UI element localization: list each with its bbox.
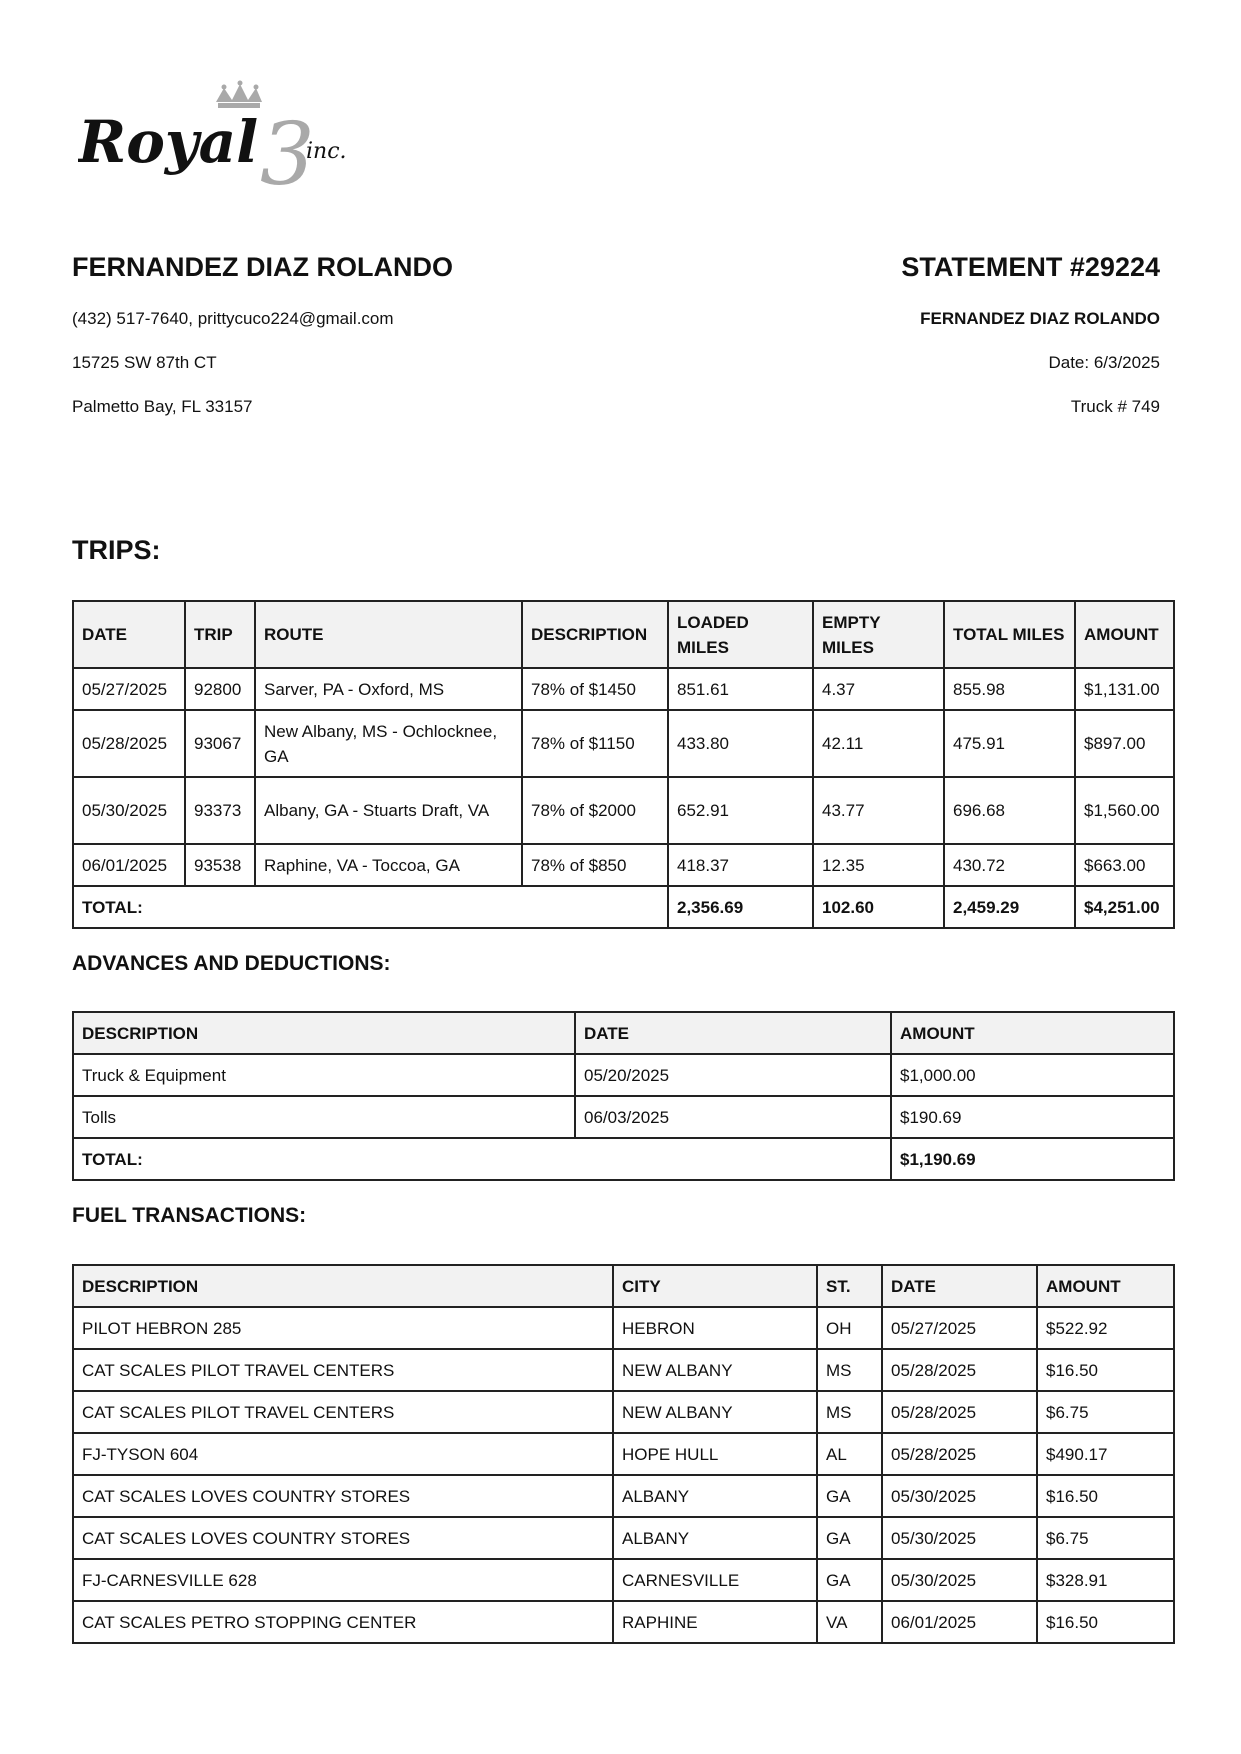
cell: OH <box>817 1307 882 1349</box>
table-row <box>73 1096 1174 1138</box>
col-header: DATE <box>575 1012 891 1054</box>
cell: $16.50 <box>1037 1475 1174 1517</box>
cell: 78% of $1450 <box>522 668 668 710</box>
cell: FJ-CARNESVILLE 628 <box>73 1559 613 1601</box>
cell: RAPHINE <box>613 1601 817 1643</box>
svg-text:Royal: Royal <box>78 108 259 176</box>
cell: CAT SCALES LOVES COUNTRY STORES <box>73 1517 613 1559</box>
total-label: TOTAL: <box>73 886 668 928</box>
trips-header-row <box>73 601 1174 668</box>
statement-title: STATEMENT #29224 <box>901 252 1160 282</box>
advances-table <box>72 1011 1175 1181</box>
col-header: TRIP <box>185 601 255 668</box>
cell: Sarver, PA - Oxford, MS <box>255 668 522 710</box>
cell: 4.37 <box>813 668 944 710</box>
col-header: DATE <box>882 1265 1037 1307</box>
table-row <box>73 1307 1174 1349</box>
statement-date: Date: 6/3/2025 <box>1048 353 1160 372</box>
advances-title: ADVANCES AND DEDUCTIONS: <box>72 952 391 975</box>
total-amount: $1,190.69 <box>891 1138 1174 1180</box>
cell: 430.72 <box>944 844 1075 886</box>
statement-driver-name: FERNANDEZ DIAZ ROLANDO <box>920 309 1160 328</box>
col-header: AMOUNT <box>891 1012 1174 1054</box>
col-header: EMPTY MILES <box>813 601 944 668</box>
driver-contact: (432) 517-7640, prittycuco224@gmail.com <box>72 309 394 328</box>
cell: HOPE HULL <box>613 1433 817 1475</box>
cell: 06/03/2025 <box>575 1096 891 1138</box>
cell: $6.75 <box>1037 1391 1174 1433</box>
fuel-table <box>72 1264 1175 1644</box>
cell: 92800 <box>185 668 255 710</box>
cell: GA <box>817 1517 882 1559</box>
cell: MS <box>817 1349 882 1391</box>
table-row <box>73 777 1174 844</box>
cell: HEBRON <box>613 1307 817 1349</box>
cell: $6.75 <box>1037 1517 1174 1559</box>
col-header: ROUTE <box>255 601 522 668</box>
table-row <box>73 1391 1174 1433</box>
driver-name: FERNANDEZ DIAZ ROLANDO <box>72 252 453 282</box>
table-row <box>73 1601 1174 1643</box>
advances-header-row <box>73 1012 1174 1054</box>
col-header: AMOUNT <box>1075 601 1174 668</box>
cell: 78% of $1150 <box>522 710 668 777</box>
cell: AL <box>817 1433 882 1475</box>
cell: CAT SCALES PETRO STOPPING CENTER <box>73 1601 613 1643</box>
cell: 93373 <box>185 777 255 844</box>
cell: ALBANY <box>613 1475 817 1517</box>
trips-title: TRIPS: <box>72 535 161 565</box>
table-row <box>73 710 1174 777</box>
cell: 05/28/2025 <box>882 1349 1037 1391</box>
col-header: AMOUNT <box>1037 1265 1174 1307</box>
col-header: DATE <box>73 601 185 668</box>
col-header: DESCRIPTION <box>73 1012 575 1054</box>
total-miles: 2,459.29 <box>944 886 1075 928</box>
table-row <box>73 1349 1174 1391</box>
cell: 05/30/2025 <box>882 1559 1037 1601</box>
svg-text:inc.: inc. <box>306 139 347 164</box>
driver-address-line2: Palmetto Bay, FL 33157 <box>72 397 253 416</box>
cell: MS <box>817 1391 882 1433</box>
table-row <box>73 1054 1174 1096</box>
cell: $1,131.00 <box>1075 668 1174 710</box>
col-header: TOTAL MILES <box>944 601 1075 668</box>
driver-address-line1: 15725 SW 87th CT <box>72 353 217 372</box>
cell: ALBANY <box>613 1517 817 1559</box>
svg-text:3: 3 <box>260 105 315 192</box>
table-row <box>73 844 1174 886</box>
col-header: ST. <box>817 1265 882 1307</box>
total-label: TOTAL: <box>73 1138 891 1180</box>
cell: 93067 <box>185 710 255 777</box>
cell: CAT SCALES LOVES COUNTRY STORES <box>73 1475 613 1517</box>
cell: 06/01/2025 <box>882 1601 1037 1643</box>
cell: $16.50 <box>1037 1601 1174 1643</box>
cell: 93538 <box>185 844 255 886</box>
trips-table <box>72 600 1175 929</box>
cell: 433.80 <box>668 710 813 777</box>
cell: 43.77 <box>813 777 944 844</box>
cell: $522.92 <box>1037 1307 1174 1349</box>
cell: GA <box>817 1475 882 1517</box>
cell: Albany, GA - Stuarts Draft, VA <box>255 777 522 844</box>
cell: 42.11 <box>813 710 944 777</box>
cell: 05/20/2025 <box>575 1054 891 1096</box>
table-row <box>73 1517 1174 1559</box>
cell: $16.50 <box>1037 1349 1174 1391</box>
cell: 475.91 <box>944 710 1075 777</box>
cell: $190.69 <box>891 1096 1174 1138</box>
company-logo <box>78 80 378 192</box>
cell: 851.61 <box>668 668 813 710</box>
cell: 78% of $2000 <box>522 777 668 844</box>
cell: 12.35 <box>813 844 944 886</box>
cell: 05/30/2025 <box>73 777 185 844</box>
crown-icon <box>78 80 378 192</box>
total-loaded-miles: 2,356.69 <box>668 886 813 928</box>
table-row <box>73 1559 1174 1601</box>
cell: Truck & Equipment <box>73 1054 575 1096</box>
cell: 696.68 <box>944 777 1075 844</box>
cell: CAT SCALES PILOT TRAVEL CENTERS <box>73 1349 613 1391</box>
cell: 05/30/2025 <box>882 1475 1037 1517</box>
col-header: DESCRIPTION <box>522 601 668 668</box>
cell: New Albany, MS - Ochlocknee, GA <box>255 710 522 777</box>
cell: $663.00 <box>1075 844 1174 886</box>
cell: $490.17 <box>1037 1433 1174 1475</box>
cell: FJ-TYSON 604 <box>73 1433 613 1475</box>
cell: 652.91 <box>668 777 813 844</box>
fuel-title: FUEL TRANSACTIONS: <box>72 1204 307 1227</box>
cell: $1,000.00 <box>891 1054 1174 1096</box>
cell: 06/01/2025 <box>73 844 185 886</box>
advances-total-row <box>73 1138 1174 1180</box>
cell: 05/28/2025 <box>73 710 185 777</box>
cell: $328.91 <box>1037 1559 1174 1601</box>
cell: 05/30/2025 <box>882 1517 1037 1559</box>
cell: NEW ALBANY <box>613 1349 817 1391</box>
trips-total-row <box>73 886 1174 928</box>
cell: 05/27/2025 <box>882 1307 1037 1349</box>
col-header: CITY <box>613 1265 817 1307</box>
table-row <box>73 1475 1174 1517</box>
cell: VA <box>817 1601 882 1643</box>
cell: 78% of $850 <box>522 844 668 886</box>
truck-number: Truck # 749 <box>1070 397 1160 416</box>
fuel-header-row <box>73 1265 1174 1307</box>
cell: Raphine, VA - Toccoa, GA <box>255 844 522 886</box>
cell: 418.37 <box>668 844 813 886</box>
total-empty-miles: 102.60 <box>813 886 944 928</box>
total-amount: $4,251.00 <box>1075 886 1174 928</box>
table-row <box>73 1433 1174 1475</box>
cell: 05/28/2025 <box>882 1391 1037 1433</box>
cell: 855.98 <box>944 668 1075 710</box>
table-row <box>73 668 1174 710</box>
cell: CARNESVILLE <box>613 1559 817 1601</box>
cell: GA <box>817 1559 882 1601</box>
cell: CAT SCALES PILOT TRAVEL CENTERS <box>73 1391 613 1433</box>
cell: Tolls <box>73 1096 575 1138</box>
cell: PILOT HEBRON 285 <box>73 1307 613 1349</box>
cell: $897.00 <box>1075 710 1174 777</box>
cell: NEW ALBANY <box>613 1391 817 1433</box>
col-header: DESCRIPTION <box>73 1265 613 1307</box>
cell: 05/28/2025 <box>882 1433 1037 1475</box>
cell: $1,560.00 <box>1075 777 1174 844</box>
col-header: LOADED MILES <box>668 601 813 668</box>
cell: 05/27/2025 <box>73 668 185 710</box>
